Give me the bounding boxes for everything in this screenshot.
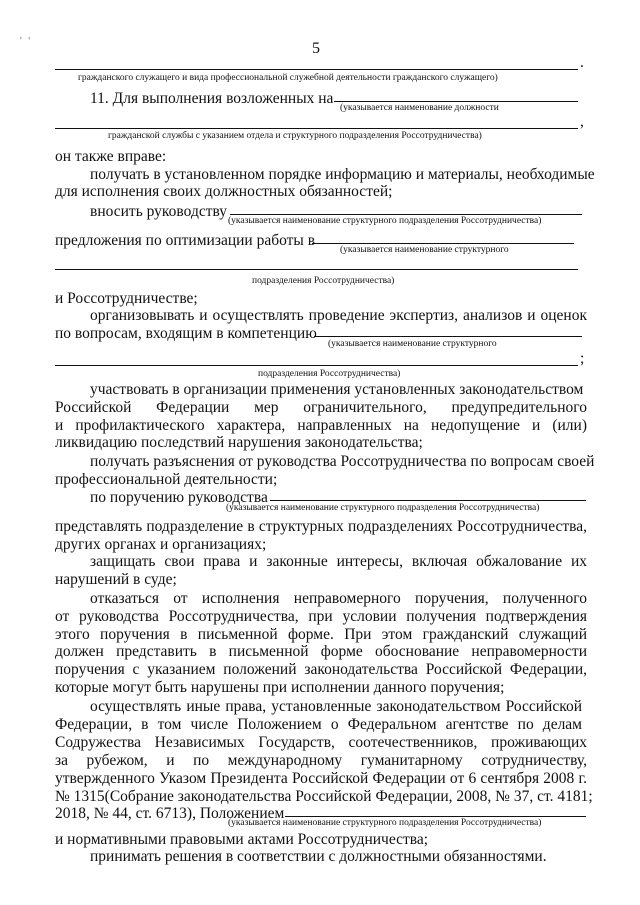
text-line: представлять подразделение в структурных подразделениях Россотрудничества, bbox=[55, 518, 587, 535]
field-caption: подразделения Россотрудничества) bbox=[252, 276, 395, 286]
text-line: для исполнения своих должностных обязанностей; bbox=[55, 183, 393, 200]
text-line: за рубежом, и по международному гуманитарному сотрудничеству, bbox=[55, 752, 587, 769]
text-line: должен представить в письменной форме обоснование неправомерности bbox=[55, 643, 587, 660]
text-line: по вопросам, входящим в компетенцию bbox=[55, 325, 317, 342]
text-line: и профилактического характера, направленных на недопущение и (или) bbox=[55, 417, 587, 434]
blank-line bbox=[55, 269, 578, 270]
field-caption: (указывается наименование структурного подразделения Россотрудничества) bbox=[226, 503, 540, 513]
text-line: профессиональной деятельности; bbox=[55, 471, 278, 488]
text-line: Российской Федерации мер ограничительного, предупредительного bbox=[55, 399, 587, 416]
field-caption: (указывается наименование структурного подразделения Россотрудничества) bbox=[228, 216, 542, 226]
blank-line bbox=[270, 500, 586, 501]
text-line: принимать решения в соответствии с должностными обязанностями. bbox=[90, 848, 547, 865]
field-caption: подразделения Россотрудничества) bbox=[258, 369, 401, 379]
blank-line bbox=[55, 69, 578, 70]
blank-line bbox=[55, 365, 578, 366]
page-number: 5 bbox=[312, 40, 320, 57]
punctuation: . bbox=[580, 54, 584, 71]
text-line: и Россотрудничестве; bbox=[55, 290, 198, 307]
text-line: осуществлять иные права, установленные законодательством Российской bbox=[90, 698, 582, 715]
blank-line bbox=[55, 128, 578, 129]
text-line: от руководства Россотрудничества, при условии получения подтверждения bbox=[55, 608, 587, 625]
field-caption: (указывается наименование должности bbox=[340, 103, 499, 113]
text-line: получать разъяснения от руководства Россотрудничества по вопросам своей bbox=[90, 453, 595, 470]
field-caption: гражданской службы с указанием отдела и структурного подразделения Россотрудничества) bbox=[108, 131, 482, 141]
text-line: вносить руководству bbox=[90, 203, 228, 220]
text-line: предложения по оптимизации работы в bbox=[55, 232, 316, 249]
blank-line bbox=[312, 243, 574, 244]
text-line: утвержденного Указом Президента Российской Федерации от 6 сентября 2008 г. bbox=[55, 770, 587, 787]
punctuation: , bbox=[580, 113, 584, 130]
text-line: которые могут быть нарушены при исполнении данного поручения; bbox=[55, 679, 505, 696]
blank-line bbox=[230, 214, 582, 215]
text-line: организовывать и осуществлять проведение экспертиз, анализов и оценок bbox=[90, 307, 587, 324]
blank-line bbox=[334, 101, 578, 102]
punctuation: ; bbox=[580, 350, 585, 367]
field-caption: (указывается наименование структурного подразделения Россотрудничества) bbox=[228, 818, 542, 828]
field-caption: (указывается наименование структурного bbox=[328, 339, 497, 349]
text-line: Содружества Независимых Государств, соотечественников, проживающих bbox=[55, 734, 587, 751]
field-caption: гражданского служащего и вида профессиональной служебной деятельности гражданского служащего) bbox=[78, 73, 498, 83]
text-line: отказаться от исполнения неправомерного поручения, полученного bbox=[90, 590, 587, 607]
text-line: защищать свои права и законные интересы, включая обжалование их bbox=[90, 553, 587, 570]
text-line: ликвидацию последствий нарушения законодательства; bbox=[55, 434, 423, 451]
text-line: этого поручения в письменной форме. При этом гражданский служащий bbox=[55, 626, 587, 643]
blank-line bbox=[314, 336, 582, 337]
text-line: он также вправе: bbox=[55, 148, 167, 165]
text-line: нарушений в суде; bbox=[55, 571, 177, 588]
scan-speck: ' ' bbox=[20, 36, 33, 47]
text-line: участвовать в организации применения установленных законодательством bbox=[90, 381, 584, 398]
text-line: получать в установленном порядке информацию и материалы, необходимые bbox=[90, 166, 595, 183]
text-line: поручения с указанием положений законодательства Российской Федерации, bbox=[55, 661, 587, 678]
text-line: Федерации, в том числе Положением о Федеральном агентстве по делам bbox=[55, 716, 582, 733]
blank-line bbox=[285, 816, 586, 817]
text-line: других органах и организациях; bbox=[55, 536, 267, 553]
text-line: № 1315(Собрание законодательства Российской Федерации, 2008, № 37, ст. 4181; bbox=[55, 788, 593, 805]
text-line: и нормативными правовыми актами Россотрудничества; bbox=[55, 831, 429, 848]
text-line: 2018, № 44, ст. 6713), Положением bbox=[55, 805, 285, 822]
field-caption: (указывается наименование структурного bbox=[340, 245, 509, 255]
text-line: по поручению руководства bbox=[90, 489, 268, 506]
text-line: 11. Для выполнения возложенных на bbox=[90, 90, 334, 107]
